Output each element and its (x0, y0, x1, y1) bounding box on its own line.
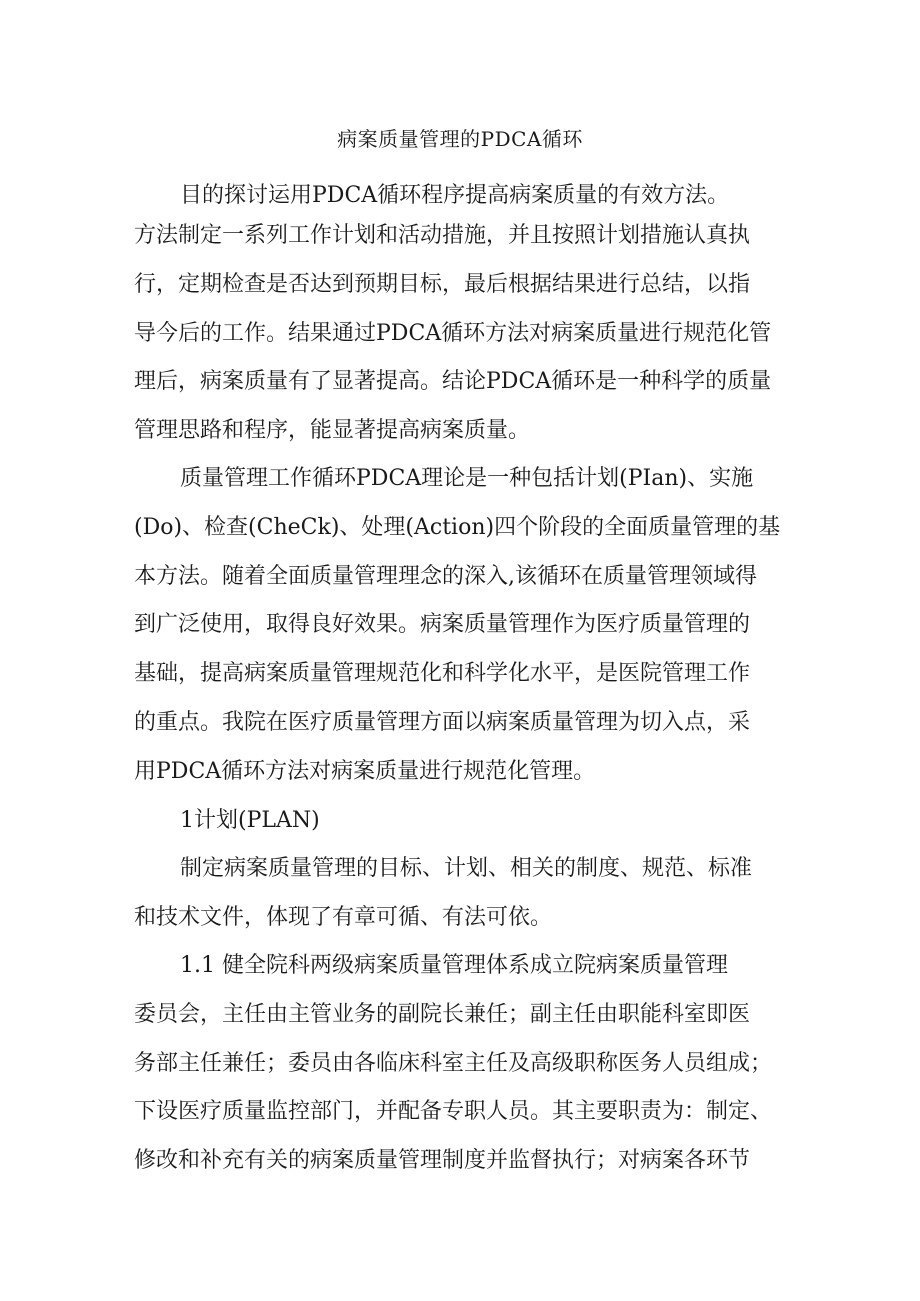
paragraph-line: 到广泛使用，取得良好效果。病案质量管理作为医疗质量管理的 (134, 612, 751, 638)
paragraph-plan (134, 845, 790, 943)
section-heading-line: 1计划(PLAN) (180, 808, 320, 833)
paragraph-line: 用PDCA循环方法对病案质量进行规范化管理。 (134, 758, 596, 784)
document-title: 病案质量管理的PDCA循环 (337, 127, 583, 151)
paragraph-line: 下设医疗质量监控部门，并配备专职人员。其主要职责为：制定、 (134, 1099, 773, 1125)
paragraph-line: 目的探讨运用PDCA循环程序提高病案质量的有效方法。 (180, 183, 730, 208)
paragraph-line: 质量管理工作循环PDCA理论是一种包括计划(PIan)、实施 (180, 466, 754, 491)
paragraph-methods-results (134, 212, 790, 456)
paragraph-line: 修改和补充有关的病案质量管理制度并监督执行；对病案各环节 (134, 1148, 751, 1174)
paragraph-line: 和技术文件，体现了有章可循、有法可依。 (134, 904, 553, 930)
paragraph-introduction (134, 455, 790, 797)
paragraph-line: 导今后的工作。结果通过PDCA循环方法对病案质量进行规范化管 (134, 320, 772, 346)
paragraph-line: 管理思路和程序，能显著提高病案质量。 (134, 418, 531, 444)
paragraph-line: 1.1 健全院科两级病案质量管理体系成立院病案质量管理 (180, 953, 728, 978)
paragraph-line: 的重点。我院在医疗质量管理方面以病案质量管理为切入点，采 (134, 709, 751, 735)
paragraph-line: (Do)、检查(CheCk)、处理(Action)四个阶段的全面质量管理的基 (134, 514, 781, 540)
paragraph-line: 方法制定一系列工作计划和活动措施，并且按照计划措施认真执 (134, 223, 751, 248)
section-heading-plan (134, 797, 790, 846)
paragraph-line: 行，定期检查是否达到预期目标，最后根据结果进行总结，以指 (134, 271, 751, 297)
paragraph-line: 务部主任兼任；委员由各临床科室主任及高级职称医务人员组成； (134, 1050, 773, 1076)
paragraph-line: 本方法。随着全面质量管理理念的深入,该循环在质量管理领域得 (134, 563, 757, 589)
paragraph-line: 理后，病案质量有了显著提高。结论PDCA循环是一种科学的质量 (134, 369, 772, 395)
paragraph-line: 基础，提高病案质量管理规范化和科学化水平，是医院管理工作 (134, 661, 751, 687)
paragraph-line: 制定病案质量管理的目标、计划、相关的制度、规范、标准 (180, 856, 753, 881)
paragraph-committee (134, 942, 790, 1186)
paragraph-line: 委员会，主任由主管业务的副院长兼任；副主任由职能科室即医 (134, 1001, 751, 1027)
